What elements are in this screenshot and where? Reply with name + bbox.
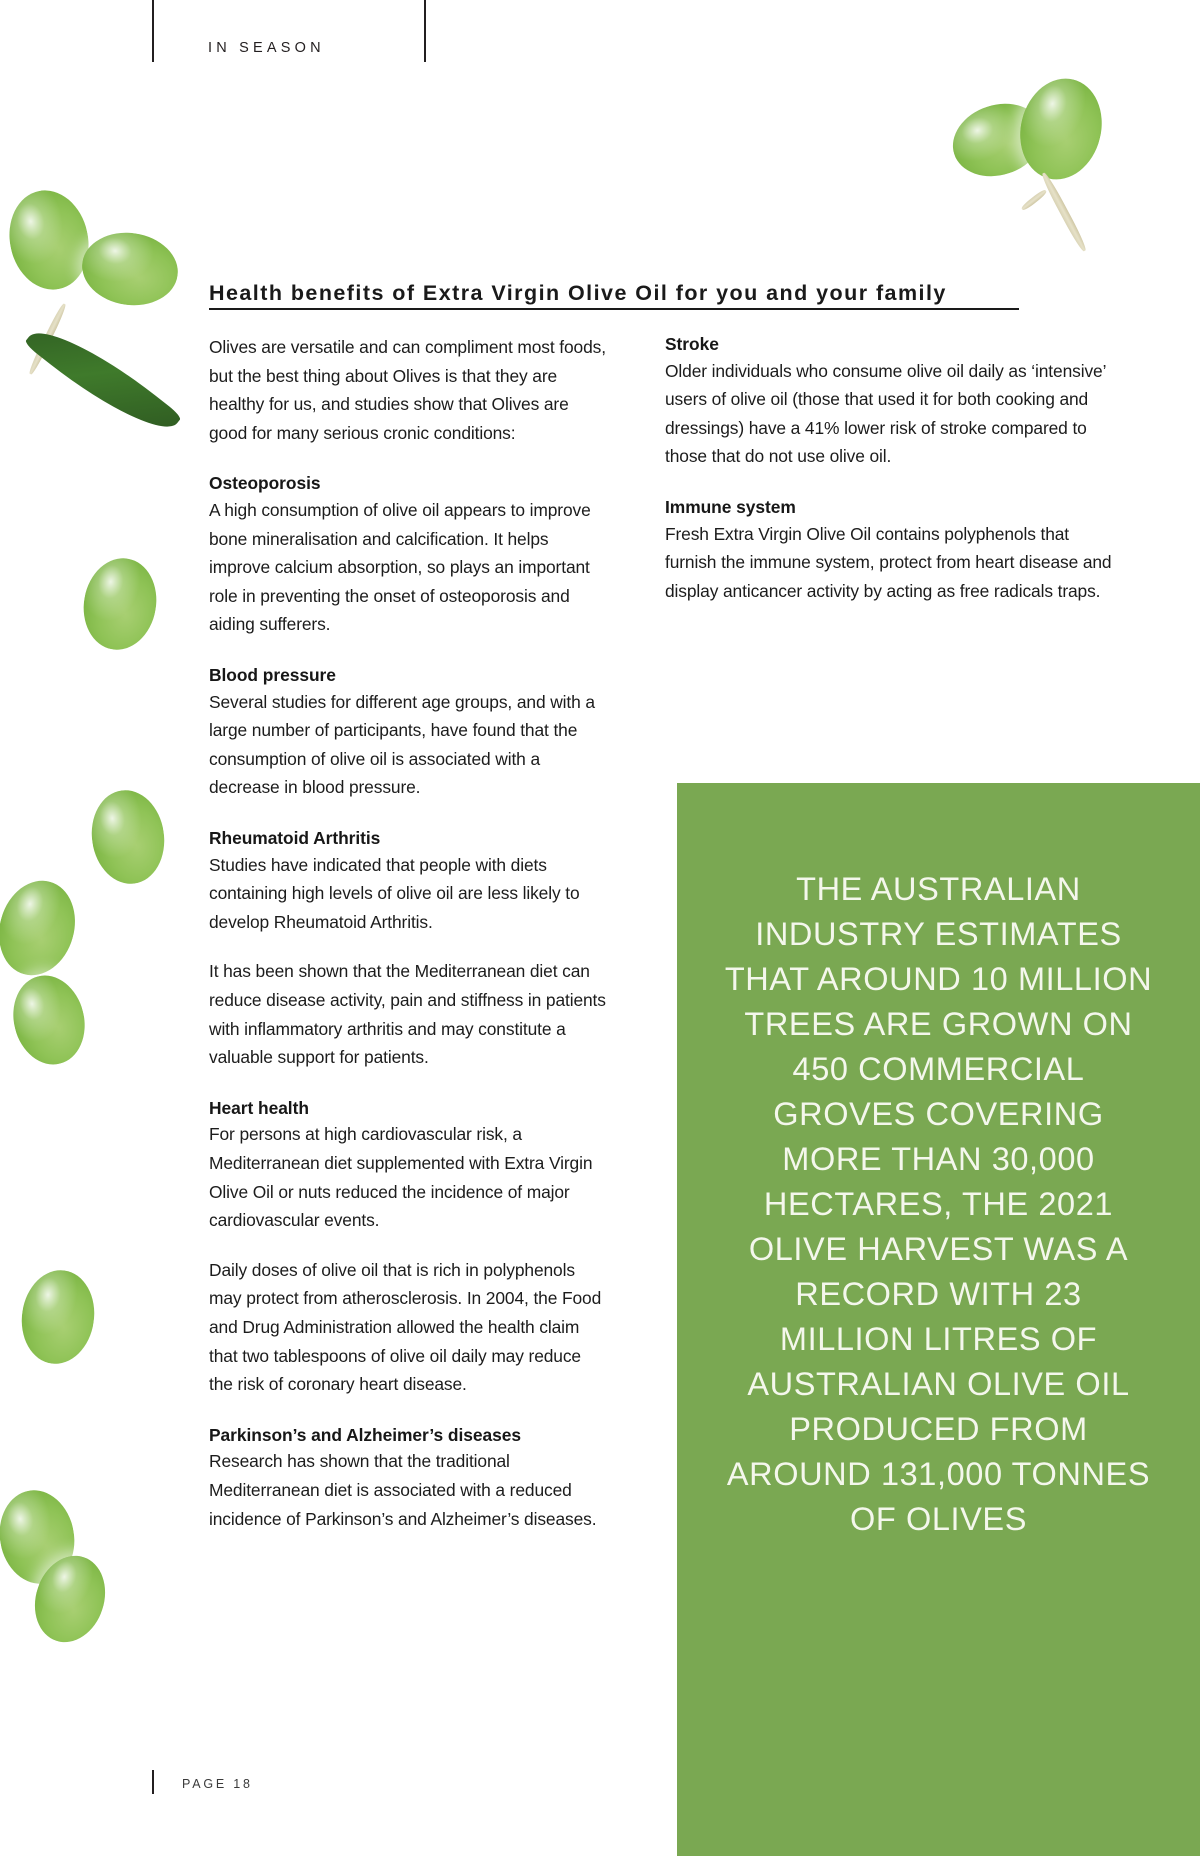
- olive-fruit-icon: [86, 785, 170, 888]
- olive-fruit-icon: [0, 1484, 82, 1589]
- section-paragraph: Studies have indicated that people with diets containing high levels of olive oil are less likely to develop Rheumatoid Arthritis.: [209, 854, 580, 932]
- section-immune-system: [665, 496, 1112, 605]
- olive-fruit-icon: [77, 552, 164, 655]
- right-column: [665, 333, 1112, 605]
- section-paragraph: Daily doses of olive oil that is rich in polyphenols may protect from atherosclerosis. In 2004, the Food and Drug Administration allowed the health claim that two tablespoons of olive oil daily may reduce the risk of coronary heart disease.: [209, 1259, 602, 1395]
- section-blood-pressure: [209, 664, 607, 802]
- olive-stem-icon: [1040, 171, 1088, 252]
- footer-rule: [152, 1770, 154, 1794]
- olive-stem-icon: [27, 302, 67, 375]
- section-parkinsons-alzheimers: [209, 1424, 607, 1533]
- page-title: Health benefits of Extra Virgin Olive Oil for you and your family: [209, 281, 947, 305]
- pullquote-text: THE AUSTRALIAN INDUSTRY ESTIMATES THAT AROUND 10 MILLION TREES ARE GROWN ON 450 COMMERCIAL GROVES COVERING MORE THAN 30,000 HECTARES, THE 2021 OLIVE HARVEST WAS A RECORD WITH 23 MILLION LITRES OF AUSTRALIAN OLIVE OIL PRODUCED FROM AROUND 131,000 TONNES OF OLIVES: [724, 871, 1153, 1537]
- section-heading: Immune system: [665, 497, 796, 517]
- olive-fruit-icon: [4, 968, 94, 1072]
- title-underline: [209, 308, 1019, 310]
- section-paragraph: Fresh Extra Virgin Olive Oil contains polyphenols that furnish the immune system, protect from heart disease and display anticancer activity by acting as free radicals traps.: [665, 523, 1112, 601]
- section-kicker: IN SEASON: [208, 40, 325, 56]
- section-osteoporosis: [209, 472, 607, 639]
- header-rule-left: [152, 0, 154, 62]
- section-paragraph: For persons at high cardiovascular risk, a Mediterranean diet supplemented with Extra Virgin Olive Oil or nuts reduced the incidence of major cardiovascular events.: [209, 1124, 593, 1231]
- section-heading: Rheumatoid Arthritis: [209, 827, 381, 848]
- page-number: PAGE 18: [182, 1777, 253, 1791]
- section-paragraph: A high consumption of olive oil appears to improve bone mineralisation and calcification. It helps improve calcium absorption, so plays an important role in preventing the onset of osteoporosis and aiding sufferers.: [209, 500, 591, 635]
- section-paragraph: It has been shown that the Mediterranean diet can reduce disease activity, pain and stiffness in patients with inflammatory arthritis and may constitute a valuable support for patients.: [209, 961, 606, 1068]
- section-heading: Blood pressure: [209, 664, 336, 685]
- pullquote-panel: [677, 783, 1200, 1856]
- olive-stem-icon: [1020, 188, 1047, 211]
- section-stroke: [665, 333, 1112, 471]
- header-rule-right: [424, 0, 426, 62]
- section-rheumatoid-arthritis: [209, 827, 607, 1072]
- section-heart-health: [209, 1097, 607, 1399]
- olive-leaf-icon: [24, 312, 183, 448]
- section-heading: Osteoporosis: [209, 473, 321, 494]
- olive-fruit-icon: [77, 227, 182, 312]
- left-column: [209, 333, 607, 1533]
- section-paragraph: Older individuals who consume olive oil daily as ‘intensive’ users of olive oil (those that used it for both cooking and dressings) have a 41% lower risk of stroke compared to those that do not use olive oil.: [665, 360, 1106, 467]
- section-paragraph: Several studies for different age groups, and with a large number of participants, have found that the consumption of olive oil is associated with a decrease in blood pressure.: [209, 691, 595, 798]
- olive-fruit-icon: [943, 92, 1052, 187]
- section-heading: Parkinson’s and Alzheimer’s diseases: [209, 1424, 522, 1445]
- intro-paragraph: Olives are versatile and can compliment most foods, but the best thing about Olives is that they are healthy for us, and studies show that Olives are good for many serious cronic conditions:: [209, 337, 606, 443]
- section-heading: Heart health: [209, 1097, 309, 1118]
- olive-fruit-icon: [0, 872, 86, 985]
- olive-fruit-icon: [24, 1547, 116, 1652]
- olive-fruit-icon: [16, 1265, 100, 1368]
- olive-fruit-icon: [0, 183, 97, 297]
- section-paragraph: Research has shown that the traditional Mediterranean diet is associated with a reduced incidence of Parkinson’s and Alzheimer’s diseases.: [209, 1451, 597, 1529]
- intro-block: [209, 333, 607, 447]
- section-heading: Stroke: [665, 334, 719, 354]
- olive-fruit-icon: [1010, 70, 1112, 188]
